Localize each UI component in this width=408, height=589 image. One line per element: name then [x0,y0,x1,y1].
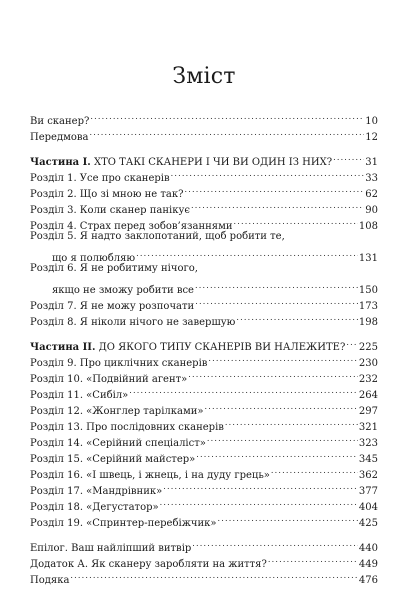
dot-leader [333,149,364,165]
toc-entry-title: Розділ 14. «Серійний спеціаліст» [30,438,206,449]
toc-entry-page: 62 [365,189,378,200]
toc-chapter-6[interactable] [30,261,378,296]
dot-leader [171,165,365,181]
page-title: Зміст [172,64,236,89]
toc-entry-title: Розділ 10. «Подвійний агент» [30,374,188,385]
toc-entry-page: 12 [365,132,378,143]
toc-entry-page: 90 [365,205,378,216]
toc-entry-page: 264 [358,390,378,401]
toc-entry-page: 377 [358,486,378,497]
dot-leader [234,213,358,229]
toc-entry-title: Розділ 18. «Дегустатор» [30,502,159,513]
toc-entry-title: Розділ 5. Я надто заклопотаний, щоб робити те, [30,231,285,242]
toc-entry-page: 173 [358,301,378,312]
toc-entry-title: Розділ 6. Я не робитиму нічого, [30,263,198,274]
toc-entry-title: Ви сканер? [30,116,90,127]
dot-leader [188,366,358,382]
part-label: Частина І. [30,157,91,168]
toc-entry-title: Розділ 8. Я ніколи нічого не завершую [30,317,236,328]
toc-entry-page: 476 [358,575,378,586]
toc-entry-title: Розділ 1. Усе про сканерів [30,173,170,184]
dot-leader [184,181,364,197]
toc-entry-title: Розділ 19. «Спринтер-перебіжчик» [30,518,217,529]
toc-entry-page: 108 [358,221,378,232]
dot-leader [160,494,358,510]
part-title: ДО ЯКОГО ТИПУ СКАНЕРІВ ВИ НАЛЕЖИТЕ? [98,342,346,353]
toc-entry-page: 230 [358,358,378,369]
toc-entry-epilogue[interactable] [30,535,378,554]
toc-entry-page: 404 [358,502,378,513]
toc-entry-title: Розділ 16. «І швець, і жнець, і на дуду грець» [30,470,270,481]
toc-entry-title: Додаток А. Як сканеру заробляти на життя? [30,559,267,570]
toc-entry-page: 225 [358,342,378,353]
toc-entry-page: 425 [358,518,378,529]
toc-part-1[interactable] [30,149,378,168]
toc-entry-title: Розділ 7. Я не можу розпочати [30,301,195,312]
dot-leader [236,309,358,325]
toc-entry-title-continued: якщо не зможу робити все [52,285,194,296]
dot-leader [225,414,358,430]
toc-entry-scanner[interactable] [30,108,378,127]
toc-entry-page: 31 [365,157,378,168]
toc-entry-page: 440 [358,543,378,554]
toc-chapter-5[interactable] [30,229,378,264]
toc-entry-title: Епілог. Ваш найліпший витвір [30,543,192,554]
toc-entry-title: Розділ 12. «Жонглер тарілками» [30,406,204,417]
toc-entry-page: 449 [358,559,378,570]
toc-entry-title: Передмова [30,132,89,143]
toc-entry-page: 323 [358,438,378,449]
toc-part-2[interactable] [30,334,378,353]
dot-leader [208,350,357,366]
dot-leader [163,478,358,494]
toc-entry-title: Розділ 17. «Мандрівник» [30,486,163,497]
toc-entry-title: Розділ 9. Про циклічних сканерів [30,358,208,369]
dot-leader [195,293,358,309]
toc-entry-title: Розділ 15. «Серійний майстер» [30,454,196,465]
toc-entry-page: 321 [358,422,378,433]
dot-leader [207,430,358,446]
toc-entry-page: 232 [358,374,378,385]
dot-leader [129,382,358,398]
dot-leader [218,510,358,526]
dot-leader [70,567,357,583]
dot-leader [90,124,365,140]
dot-leader [346,334,358,350]
toc-entry-title: Розділ 11. «Сибіл» [30,390,129,401]
dot-leader [192,535,358,551]
toc-entry-title: Розділ 4. Страх перед зобов’язаннями [30,221,233,232]
toc-entry-page: 131 [358,253,378,264]
toc-entry-page: 10 [365,116,378,127]
toc-entry-page: 362 [358,470,378,481]
dot-leader [271,462,358,478]
part-label: Частина ІІ. [30,342,96,353]
table-of-contents [30,108,378,586]
dot-leader [196,446,358,462]
toc-entry-title: Розділ 2. Що зі мною не так? [30,189,184,200]
toc-entry-title: Розділ 3. Коли сканер панікує [30,205,190,216]
dot-leader [136,245,358,261]
dot-leader [90,108,364,124]
dot-leader [191,197,364,213]
toc-entry-page: 345 [358,454,378,465]
part-title: ХТО ТАКІ СКАНЕРИ І ЧИ ВИ ОДИН ІЗ НИХ? [93,157,333,168]
dot-leader [268,551,358,567]
toc-entry-title: Подяка [30,575,70,586]
toc-entry-title: Розділ 13. Про послідовних сканерів [30,422,224,433]
toc-entry-page: 198 [358,317,378,328]
dot-leader [205,398,358,414]
toc-entry-page: 297 [358,406,378,417]
toc-entry-page: 150 [358,285,378,296]
toc-entry-title-continued: що я полюбляю [52,253,136,264]
toc-entry-page: 33 [365,173,378,184]
toc-entry-acknowledgements[interactable] [30,567,378,586]
dot-leader [195,277,358,293]
